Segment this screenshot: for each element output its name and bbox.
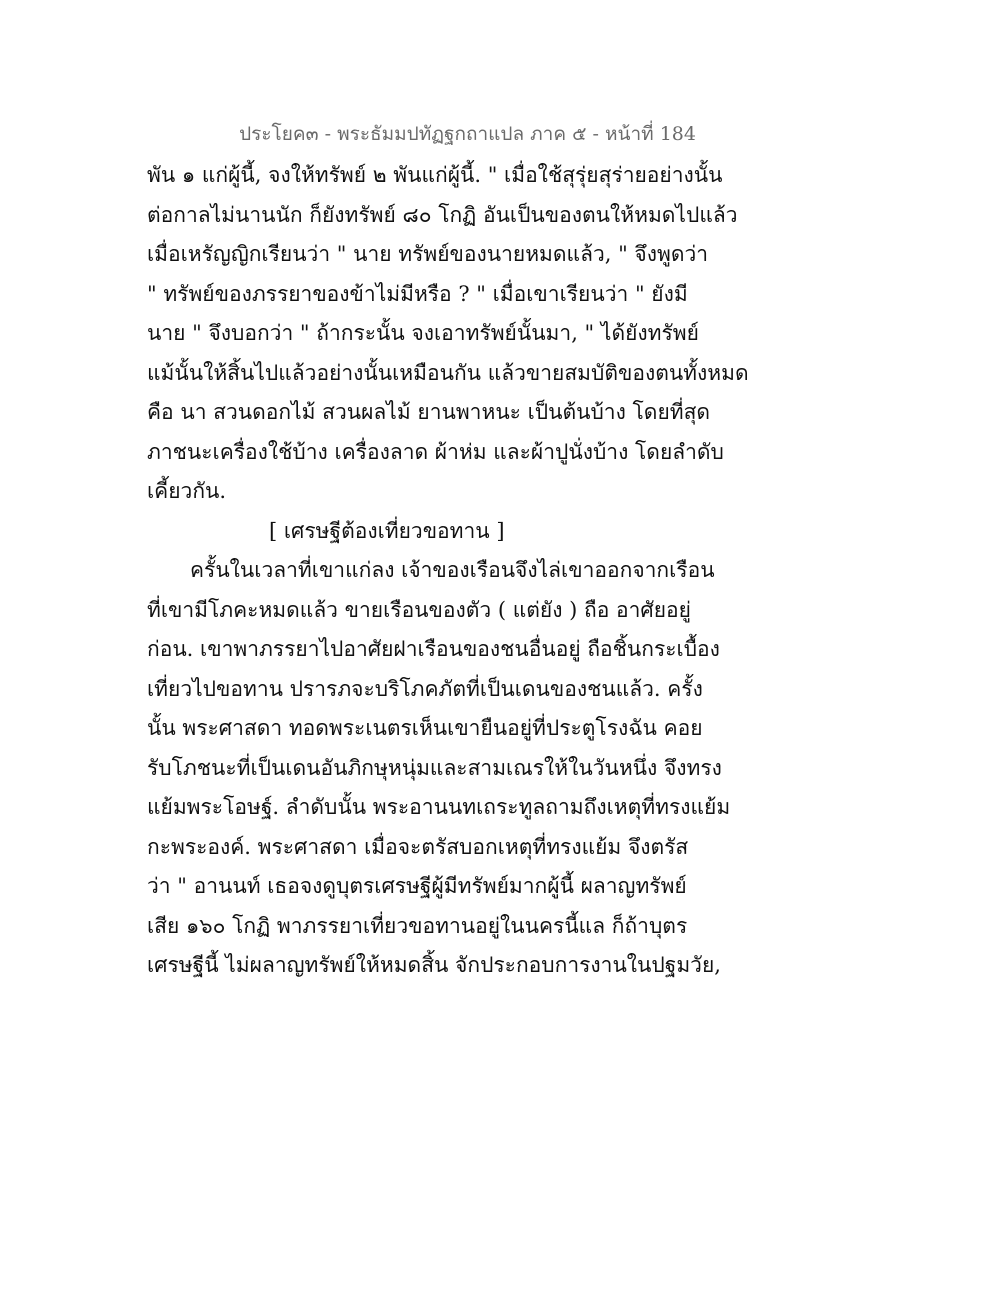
text-line: คือ นา สวนดอกไม้ สวนผลไม้ ยานพาหนะ เป็นต้นบ้าง โดยที่สุด <box>147 400 711 424</box>
text-line: ภาชนะเครื่องใช้บ้าง เครื่องลาด ผ้าห่ม และผ้าปูนั่งบ้าง โดยลำดับ <box>147 439 724 464</box>
running-head: ประโยค๓ - พระธัมมปทัฏฐกถาแปล ภาค ๕ - หน้าที่ 184 <box>239 123 696 145</box>
text-line: " ทรัพย์ของภรรยาของข้าไม่มีหรือ ? " เมื่อเขาเรียนว่า " ยังมี <box>147 281 688 306</box>
text-line: นาย " จึงบอกว่า " ถ้ากระนั้น จงเอาทรัพย์นั้นมา, " ได้ยังทรัพย์ <box>147 321 699 345</box>
text-line: พัน ๑ แก่ผู้นี้, จงให้ทรัพย์ ๒ พันแก่ผู้นี้. " เมื่อใช้สุรุ่ยสุร่ายอย่างนั้น <box>147 163 723 187</box>
text-line: ว่า " อานนท์ เธอจงดูบุตรเศรษฐีผู้มีทรัพย์มากผู้นี้ ผลาญทรัพย์ <box>147 874 687 898</box>
text-line: เที่ยวไปขอทาน ปรารภจะบริโภคภัตที่เป็นเดนของชนแล้ว. ครั้ง <box>147 676 703 701</box>
text-line: รับโภชนะที่เป็นเดนอันภิกษุหนุ่มและสามเณรให้ในวันหนึ่ง จึงทรง <box>147 755 722 780</box>
text-line: ที่เขามีโภคะหมดแล้ว ขายเรือนของตัว ( แต่ยัง ) ถือ อาศัยอยู่ <box>147 597 691 622</box>
text-line: เสีย ๑๖๐ โกฏิ พาภรรยาเที่ยวขอทานอยู่ในนครนี้แล ก็ถ้าบุตร <box>147 913 688 938</box>
text-line: ก่อน. เขาพาภรรยาไปอาศัยฝาเรือนของชนอื่นอยู่ ถือชิ้นกระเบื้อง <box>147 637 720 661</box>
text-line: เมื่อเหรัญญิกเรียนว่า " นาย ทรัพย์ของนายหมดแล้ว, " จึงพูดว่า <box>147 242 709 266</box>
text-line: แม้นั้นให้สิ้นไปแล้วอย่างนั้นเหมือนกัน แล้วขายสมบัติของตนทั้งหมด <box>147 360 749 385</box>
paragraph-first-line: ครั้นในเวลาที่เขาแก่ลง เจ้าของเรือนจึงไล่เขาออกจากเรือน <box>190 558 715 582</box>
text-line: กะพระองค์. พระศาสดา เมื่อจะตรัสบอกเหตุที่ทรงแย้ม จึงตรัส <box>147 834 689 859</box>
body-text <box>147 156 749 986</box>
section-heading: [ เศรษฐีต้องเที่ยวขอทาน ] <box>269 518 505 543</box>
text-line: แย้มพระโอษฐ์. ลำดับนั้น พระอานนทเถระทูลถามถึงเหตุที่ทรงแย้ม <box>147 795 731 819</box>
text-line: เศรษฐีนี้ ไม่ผลาญทรัพย์ให้หมดสิ้น จักประกอบการงานในปฐมวัย, <box>147 953 721 977</box>
text-line: ต่อกาลไม่นานนัก ก็ยังทรัพย์ ๘๐ โกฏิ อันเป็นของตนให้หมดไปแล้ว <box>147 202 738 227</box>
text-line: เคี้ยวกัน. <box>147 479 227 503</box>
text-line: นั้น พระศาสดา ทอดพระเนตรเห็นเขายืนอยู่ที่ประตูโรงฉัน คอย <box>147 716 703 740</box>
